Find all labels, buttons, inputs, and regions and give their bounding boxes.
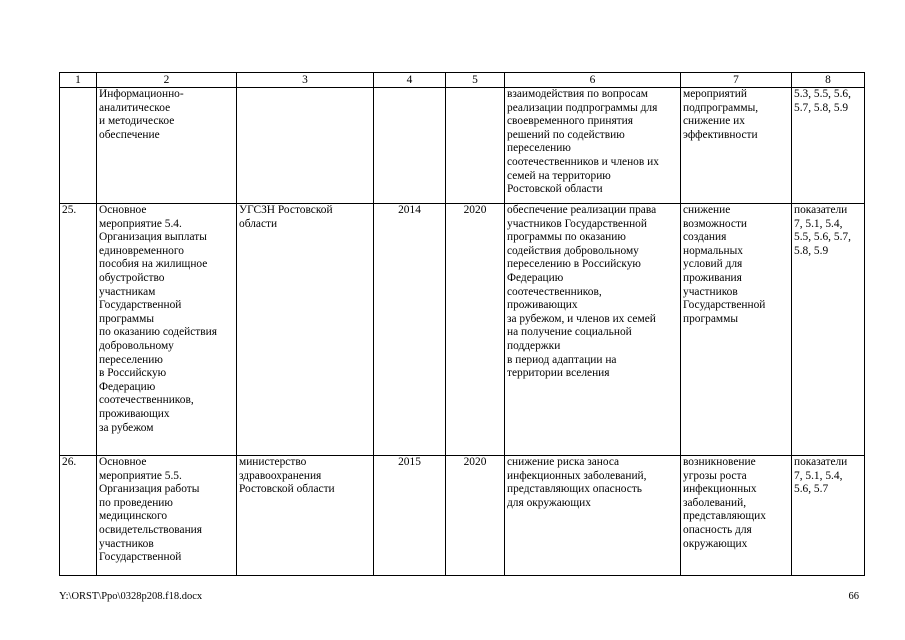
measure-name: Основное мероприятие 5.5. Организация работы по проведению медицинского освидетельствования участников Государственной bbox=[97, 456, 237, 576]
executor: УГСЗН Ростовской области bbox=[237, 204, 374, 456]
expected-result: снижение риска заноса инфекционных заболеваний, представляющих опасность для окружающих bbox=[505, 456, 681, 576]
table-row bbox=[60, 204, 865, 456]
related-indicators: 5.3, 5.5, 5.6, 5.7, 5.8, 5.9 bbox=[792, 88, 865, 204]
footer-file-path: Y:\ORST\Ppo\0328p208.f18.docx bbox=[59, 591, 203, 602]
column-header: 5 bbox=[446, 73, 505, 88]
executor bbox=[237, 88, 374, 204]
end-year bbox=[446, 88, 505, 204]
column-header: 6 bbox=[505, 73, 681, 88]
expected-result: взаимодействия по вопросам реализации подпрограммы для своевременного принятия решений по содействию переселению соотечественников и членов их семей на территорию Ростовской области bbox=[505, 88, 681, 204]
start-year: 2014 bbox=[374, 204, 446, 456]
column-header: 7 bbox=[681, 73, 792, 88]
non-implementation-consequences: возникновение угрозы роста инфекционных заболеваний, представляющих опасность для окружающих bbox=[681, 456, 792, 576]
measure-name: Основное мероприятие 5.4. Организация выплаты единовременного пособия на жилищное обустройство участникам Государственной программы по оказанию содействия добровольному переселению в Российскую Федерацию соотечественников, проживающих за рубежом bbox=[97, 204, 237, 456]
measure-name: Информационно- аналитическое и методическое обеспечение bbox=[97, 88, 237, 204]
end-year: 2020 bbox=[446, 456, 505, 576]
non-implementation-consequences: мероприятий подпрограммы, снижение их эффективности bbox=[681, 88, 792, 204]
row-number: 26. bbox=[60, 456, 97, 576]
program-measures-table bbox=[59, 72, 865, 576]
start-year: 2015 bbox=[374, 456, 446, 576]
table-row bbox=[60, 456, 865, 576]
column-header: 3 bbox=[237, 73, 374, 88]
row-number bbox=[60, 88, 97, 204]
non-implementation-consequences: снижение возможности создания нормальных условий для проживания участников Государственной программы bbox=[681, 204, 792, 456]
column-header: 2 bbox=[97, 73, 237, 88]
related-indicators: показатели 7, 5.1, 5.4, 5.6, 5.7 bbox=[792, 456, 865, 576]
executor: министерство здравоохранения Ростовской области bbox=[237, 456, 374, 576]
page-number: 66 bbox=[848, 591, 859, 602]
start-year bbox=[374, 88, 446, 204]
end-year: 2020 bbox=[446, 204, 505, 456]
related-indicators: показатели 7, 5.1, 5.4, 5.5, 5.6, 5.7, 5.8, 5.9 bbox=[792, 204, 865, 456]
table-row bbox=[60, 88, 865, 204]
column-header: 8 bbox=[792, 73, 865, 88]
column-header: 4 bbox=[374, 73, 446, 88]
expected-result: обеспечение реализации права участников Государственной программы по оказанию содействия добровольному переселению в Российскую Федерацию соотечественников, проживающих за рубежом, и членов их семей на получение социальной поддержки в период адаптации на территории вселения bbox=[505, 204, 681, 456]
column-number-row bbox=[60, 73, 865, 88]
column-header: 1 bbox=[60, 73, 97, 88]
row-number: 25. bbox=[60, 204, 97, 456]
